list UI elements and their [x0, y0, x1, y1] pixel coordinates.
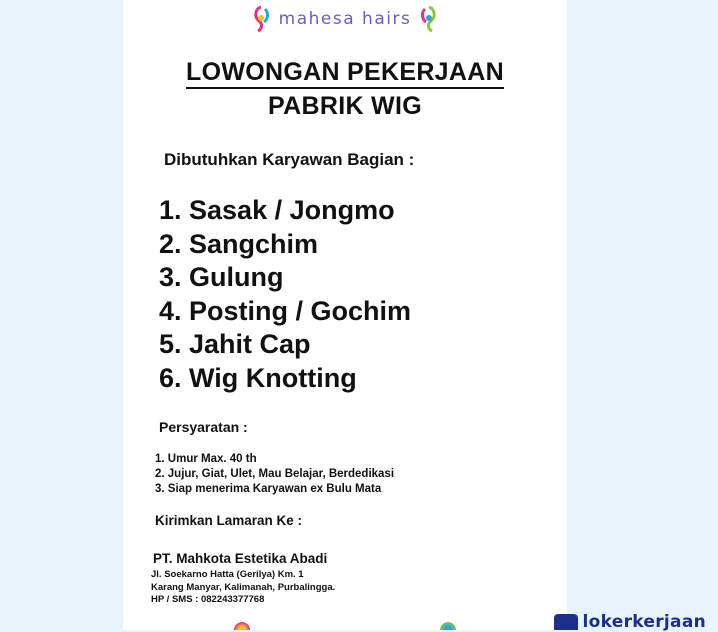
- address-line: Karang Manyar, Kalimanah, Purbalingga.: [151, 581, 336, 593]
- list-item: 5. Jahit Cap: [159, 329, 311, 360]
- footer-logo-icon: [234, 622, 250, 630]
- contact-phone: HP / SMS : 082243377768: [151, 594, 265, 605]
- requirements-list: [155, 452, 394, 497]
- footer-logo: [123, 622, 567, 630]
- watermark-icon: [554, 614, 578, 630]
- list-item: 2. Jujur, Giat, Ulet, Mau Belajar, Berdedikasi: [155, 468, 395, 480]
- needed-heading: Dibutuhkan Karyawan Bagian :: [164, 150, 415, 169]
- requirements-heading: Persyaratan :: [159, 419, 248, 435]
- list-item: 6. Wig Knotting: [159, 362, 357, 393]
- address-line: Jl. Soekarno Hatta (Gerilya) Km. 1: [151, 569, 304, 580]
- positions-list: [159, 194, 411, 396]
- site-watermark: [554, 612, 706, 632]
- job-poster: [123, 0, 567, 630]
- list-item: 3. Gulung: [159, 262, 284, 293]
- list-item: 4. Posting / Gochim: [159, 295, 412, 326]
- company-address: [151, 569, 335, 607]
- mahesa-hairs-logo-icon: [419, 5, 439, 33]
- logo-text: mahesa hairs: [278, 9, 412, 29]
- footer-logo-icon: [440, 622, 456, 630]
- company-name: PT. Mahkota Estetika Abadi: [153, 551, 328, 566]
- list-item: 1. Umur Max. 40 th: [155, 453, 257, 465]
- watermark-text: lokerkerjaan: [582, 612, 706, 632]
- header-logo: [123, 4, 567, 34]
- poster-title: [123, 58, 567, 87]
- list-item: 3. Siap menerima Karyawan ex Bulu Mata: [155, 483, 382, 495]
- title-line-1: LOWONGAN PEKERJAAN: [186, 58, 504, 89]
- list-item: 1. Sasak / Jongmo: [159, 195, 395, 225]
- title-line-2: PABRIK WIG: [268, 92, 422, 120]
- mahesa-hairs-logo-icon: [251, 5, 271, 33]
- send-heading: Kirimkan Lamaran Ke :: [155, 513, 303, 528]
- list-item: 2. Sangchim: [159, 228, 319, 259]
